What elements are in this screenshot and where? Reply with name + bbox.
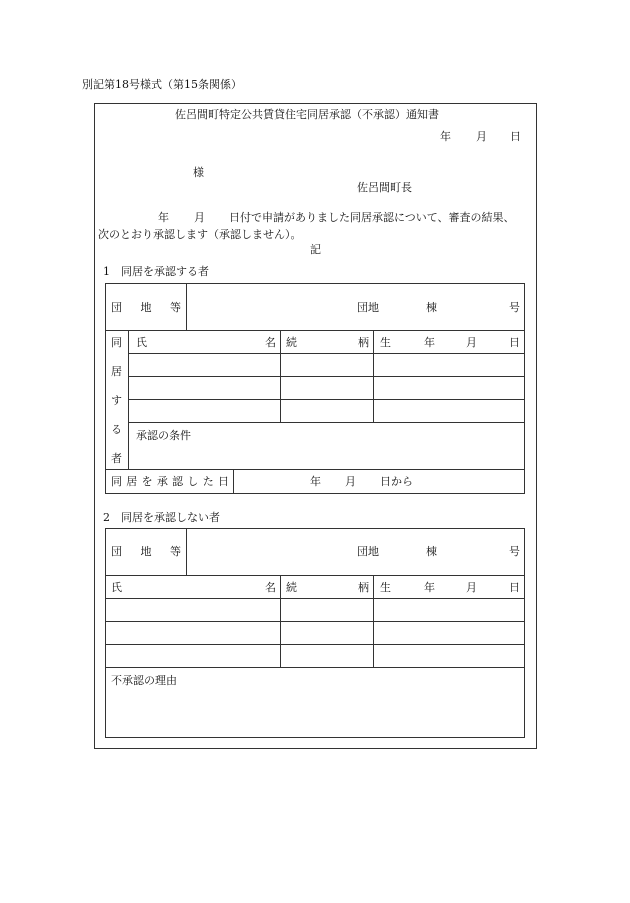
s2-danchi-label: [111, 546, 181, 557]
s2-col-divider: [186, 528, 187, 575]
s2-col-relation-first: 続: [286, 581, 297, 594]
s1-danchi-char: 地: [140, 301, 152, 314]
s1-col-divider: [373, 330, 374, 422]
s1-vertical-char: る: [111, 423, 122, 436]
s1-vertical-char: 居: [111, 365, 122, 378]
s2-divider: [105, 667, 525, 668]
s2-divider: [105, 598, 525, 599]
s1-divider: [105, 330, 525, 331]
s2-divider: [105, 621, 525, 622]
body-text-line1: 日付で申請がありました同居承認について、審査の結果、: [229, 211, 515, 224]
s1-danchi-unit: 団地: [357, 301, 379, 314]
s1-date-label-char: 同: [111, 475, 122, 488]
s1-date-label-char: 認: [172, 475, 184, 488]
body-month: 月: [194, 211, 205, 224]
s1-col-birth: 生: [380, 336, 391, 349]
s1-vertical-char: 同: [111, 336, 122, 349]
s2-danchi-char: 等: [170, 545, 181, 558]
form-number-note: 別記第18号様式（第15条関係）: [82, 78, 242, 91]
s2-col-relation-last: 柄: [358, 581, 369, 594]
issuer-name: 佐呂間町長: [357, 181, 412, 194]
s2-col-birth: 生: [380, 581, 391, 594]
s1-number-unit: 号: [509, 301, 520, 314]
s1-col-divider: [186, 283, 187, 330]
s2-reason-label: 不承認の理由: [111, 674, 177, 687]
s2-danchi-char: 地: [140, 545, 152, 558]
s1-date-label-char: 承: [156, 475, 168, 488]
addressee-suffix: 様: [193, 166, 204, 179]
s1-date-label-char: を: [141, 475, 153, 488]
s1-col-birth-year: 年: [424, 336, 435, 349]
s2-col-divider: [280, 575, 281, 667]
s1-date-label-char: 日: [217, 475, 229, 488]
s1-divider: [128, 422, 525, 423]
issue-date-year: 年: [440, 130, 451, 143]
s1-approval-day-from: 日から: [380, 475, 413, 488]
s1-col-birth-month: 月: [466, 336, 477, 349]
s1-approval-month: 月: [345, 475, 356, 488]
s1-divider: [105, 469, 525, 470]
issue-date-day: 日: [510, 130, 521, 143]
s2-col-birth-year: 年: [424, 581, 435, 594]
s2-divider: [105, 644, 525, 645]
s2-divider: [105, 575, 525, 576]
s1-col-name-first: 氏: [136, 336, 147, 349]
s1-danchi-label: [111, 302, 181, 313]
issue-date-month: 月: [476, 130, 487, 143]
s1-approval-date-label: [111, 476, 229, 487]
s1-vertical-char: 者: [111, 452, 122, 465]
s2-number-unit: 号: [509, 545, 520, 558]
s1-building-unit: 棟: [426, 301, 437, 314]
section1-table: [105, 283, 525, 494]
s2-col-name-last: 名: [265, 581, 276, 594]
s2-col-birth-month: 月: [466, 581, 477, 594]
s1-conditions-label: 承認の条件: [136, 429, 191, 442]
s2-danchi-unit: 団地: [357, 545, 379, 558]
s1-col-divider: [233, 469, 234, 494]
s1-vertical-char: す: [111, 394, 122, 407]
s1-date-label-char: 居: [126, 475, 138, 488]
s2-col-birth-day: 日: [509, 581, 520, 594]
s1-col-divider: [128, 330, 129, 469]
section2-heading: 2 同居を承認しない者: [103, 511, 220, 524]
s1-date-label-char: し: [187, 475, 199, 488]
body-year: 年: [158, 211, 169, 224]
document-title: 佐呂間町特定公共賃貸住宅同居承認（不承認）通知書: [175, 108, 439, 121]
s1-col-relation-first: 続: [286, 336, 297, 349]
body-text-line2: 次のとおり承認します（承認しません）。: [98, 228, 302, 241]
section1-heading: 1 同居を承認する者: [103, 265, 209, 278]
s2-danchi-char: 団: [111, 545, 122, 558]
s2-col-divider: [373, 575, 374, 667]
s1-danchi-char: 団: [111, 301, 122, 314]
s1-date-label-char: た: [202, 475, 214, 488]
ki-marker: 記: [310, 243, 321, 256]
s1-col-relation-last: 柄: [358, 336, 369, 349]
s2-col-name-first: 氏: [111, 581, 122, 594]
s1-divider: [128, 353, 525, 354]
section2-table: [105, 528, 525, 738]
s1-danchi-char: 等: [170, 301, 181, 314]
s1-approval-year: 年: [310, 475, 321, 488]
s2-building-unit: 棟: [426, 545, 437, 558]
s1-divider: [128, 376, 525, 377]
s1-col-name-last: 名: [265, 336, 276, 349]
s1-col-birth-day: 日: [509, 336, 520, 349]
s1-col-divider: [280, 330, 281, 422]
s1-divider: [128, 399, 525, 400]
